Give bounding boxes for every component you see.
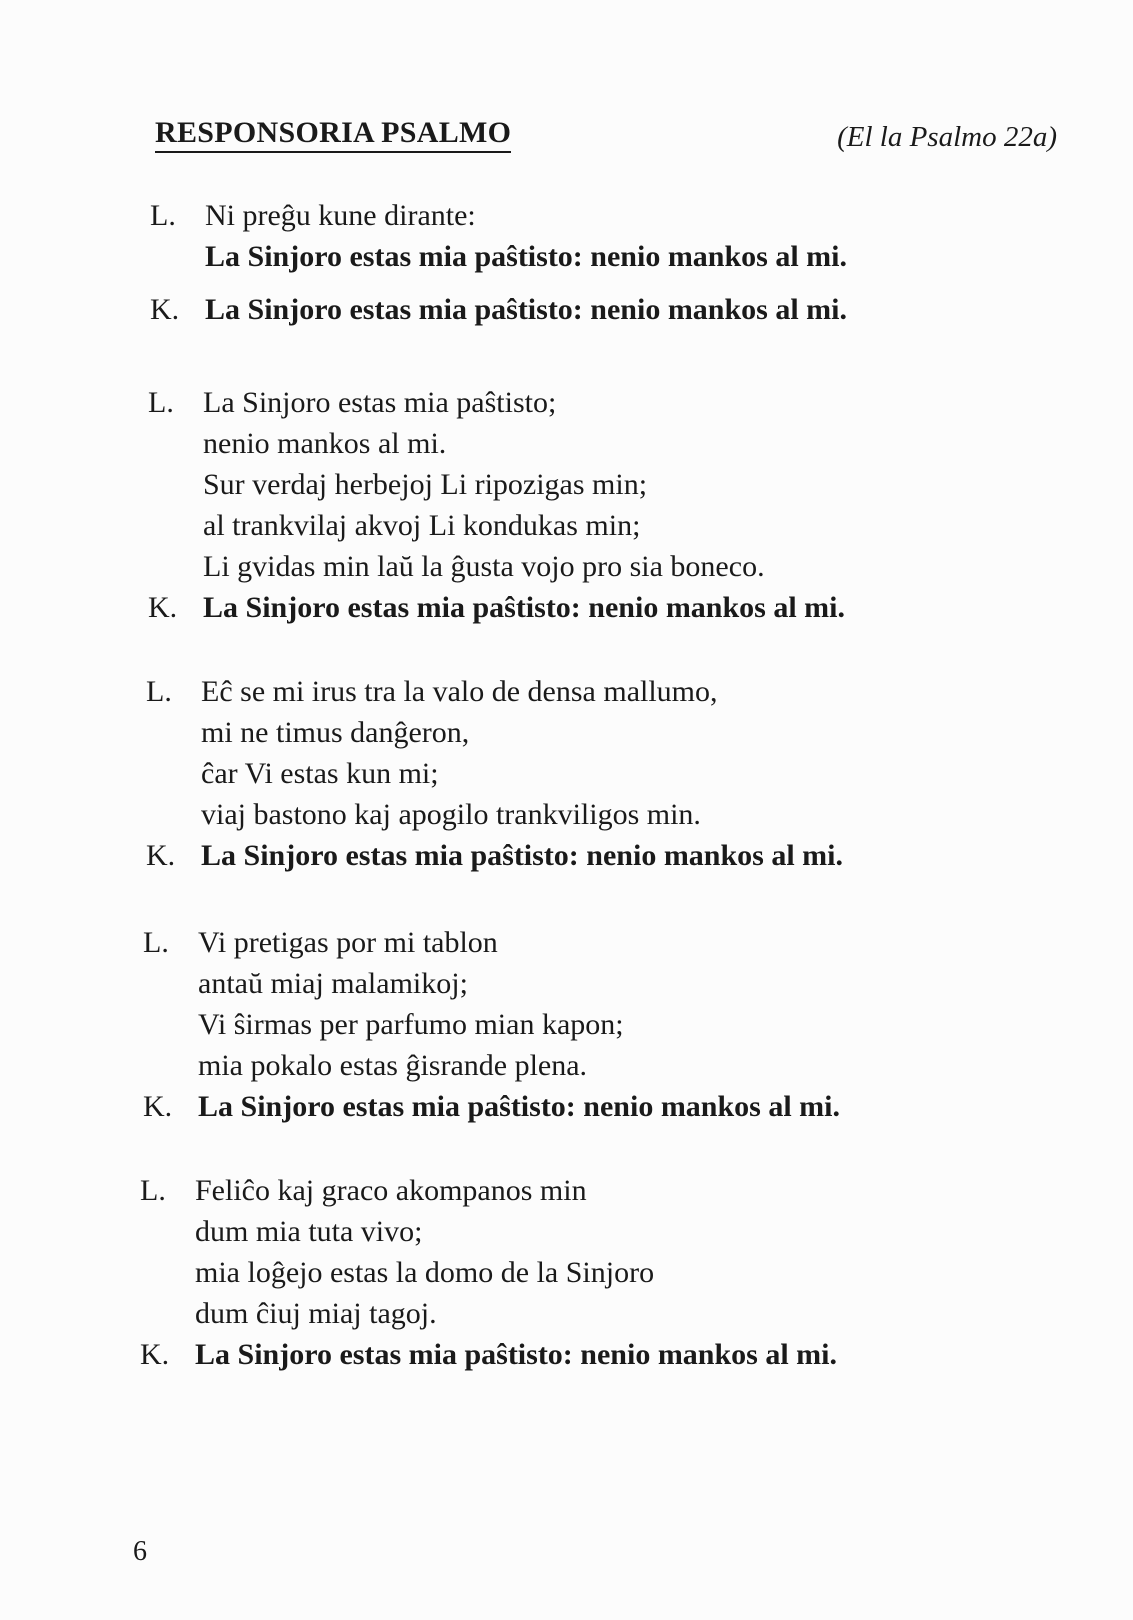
verse-line: nenio mankos al mi. (203, 427, 447, 460)
verse-line: Vi ŝirmas per parfumo mian kapon; (198, 1008, 624, 1041)
reader-row (140, 1170, 837, 1334)
congregation-marker: K. (148, 591, 178, 624)
verse-line: Sur verdaj herbejoj Li ripozigas min; (203, 468, 648, 501)
verse-line: Feliĉo kaj graco akompanos min (195, 1174, 587, 1207)
verse-line: mi ne timus danĝeron, (201, 716, 470, 749)
verse-line: dum mia tuta vivo; (195, 1215, 423, 1248)
reader-marker: L. (140, 1174, 166, 1207)
congregation-row (148, 587, 845, 628)
reader-row (146, 671, 843, 835)
congregation-row (146, 835, 843, 876)
congregation-refrain: La Sinjoro estas mia paŝtisto: nenio mankos al mi. (203, 591, 846, 624)
verse-line: La Sinjoro estas mia paŝtisto; (203, 386, 557, 419)
congregation-marker: K. (146, 839, 176, 872)
congregation-refrain: La Sinjoro estas mia paŝtisto: nenio mankos al mi. (198, 1090, 841, 1123)
reader-lines (203, 382, 765, 587)
reader-row (150, 195, 847, 277)
page-heading: RESPONSORIA PSALMO (155, 116, 511, 153)
reader-marker: L. (146, 675, 172, 708)
stanza-2 (146, 671, 843, 876)
intro-block (150, 195, 847, 330)
reader-line: Ni preĝu kune dirante: (205, 199, 476, 232)
reader-lines (201, 671, 718, 835)
stanza-4 (140, 1170, 837, 1375)
reader-marker: L. (148, 386, 174, 419)
stanza-1 (148, 382, 845, 628)
congregation-marker: K. (140, 1338, 170, 1371)
page-number: 6 (133, 1536, 147, 1567)
verse-line: viaj bastono kaj apogilo trankviligos min. (201, 798, 701, 831)
congregation-refrain: La Sinjoro estas mia paŝtisto: nenio mankos al mi. (205, 293, 848, 326)
reader-refrain: La Sinjoro estas mia paŝtisto: nenio mankos al mi. (205, 240, 848, 273)
reader-row (148, 382, 845, 587)
congregation-row (150, 289, 847, 330)
verse-line: antaŭ miaj malamikoj; (198, 967, 468, 1000)
congregation-row (140, 1334, 837, 1375)
verse-line: al trankvilaj akvoj Li kondukas min; (203, 509, 641, 542)
verse-line: Vi pretigas por mi tablon (198, 926, 498, 959)
congregation-marker: K. (143, 1090, 173, 1123)
psalm-source: (El la Psalmo 22a) (837, 121, 1057, 153)
congregation-marker: K. (150, 293, 180, 326)
reader-row (143, 922, 840, 1086)
reader-lines (198, 922, 624, 1086)
reader-marker: L. (143, 926, 169, 959)
verse-line: mia pokalo estas ĝisrande plena. (198, 1049, 588, 1082)
reader-marker: L. (150, 199, 176, 232)
reader-lines (195, 1170, 654, 1334)
congregation-refrain: La Sinjoro estas mia paŝtisto: nenio mankos al mi. (195, 1338, 838, 1371)
verse-line: ĉar Vi estas kun mi; (201, 757, 439, 790)
verse-line: Li gvidas min laŭ la ĝusta vojo pro sia boneco. (203, 550, 765, 583)
verse-line: dum ĉiuj miaj tagoj. (195, 1297, 437, 1330)
stanza-3 (143, 922, 840, 1127)
congregation-row (143, 1086, 840, 1127)
congregation-refrain: La Sinjoro estas mia paŝtisto: nenio mankos al mi. (201, 839, 844, 872)
reader-lines (205, 195, 847, 277)
verse-line: mia loĝejo estas la domo de la Sinjoro (195, 1256, 655, 1289)
verse-line: Eĉ se mi irus tra la valo de densa mallumo, (201, 675, 718, 708)
